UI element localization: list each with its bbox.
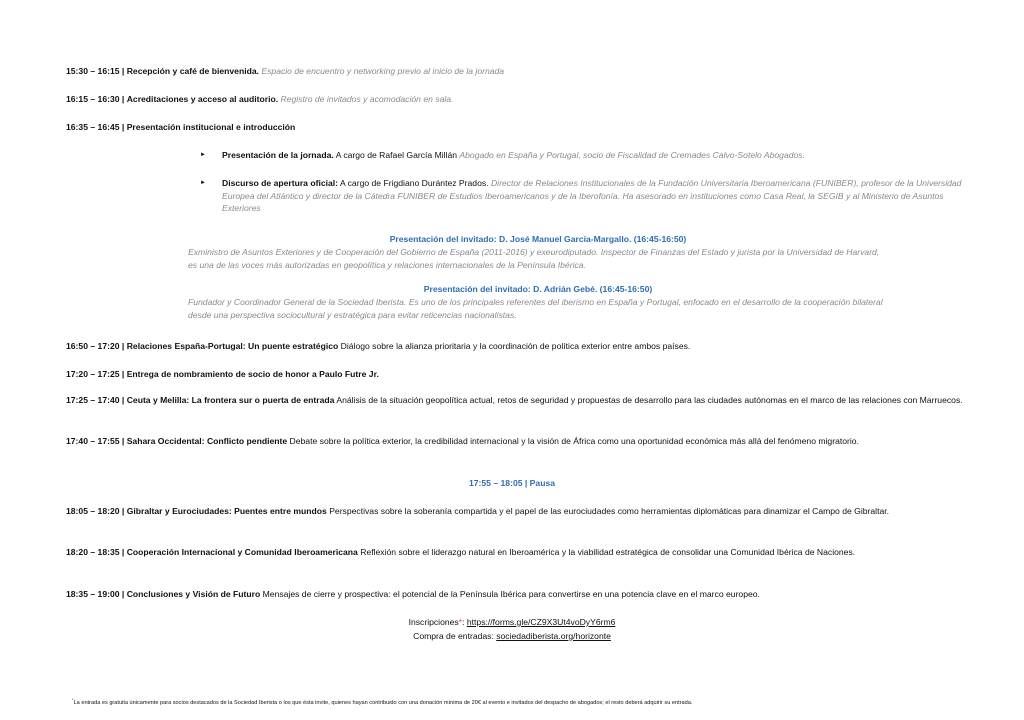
agenda-item: [66, 435, 966, 448]
agenda-item: [66, 588, 966, 601]
agenda-description: Perspectivas sobre la soberanía compartida y el papel de las eurociudades como herramientas diplomáticas para dinamizar el Campo de Gibraltar.: [329, 506, 890, 516]
agenda-time: 16:15 – 16:30 |: [66, 94, 125, 104]
bullet-icon: ►: [200, 180, 206, 186]
agenda-time: 18:20 – 18:35 |: [66, 547, 125, 557]
agenda-item: [66, 368, 966, 381]
list-item: [200, 149, 970, 163]
footnote-text: La entrada es gratuita únicamente para socios destacados de la Sociedad Iberista o los que ésta invite, quienes hayan contribuido con una donación mínima de 20€ al evento e invitados del despacho de abogados; el resto deberá adquirir su entrada.: [73, 699, 693, 706]
bullet-lead: A cargo de Rafael García Millán: [335, 150, 458, 160]
agenda-time: 17:20 – 17:25 |: [66, 369, 125, 379]
agenda-description: Mensajes de cierre y prospectiva: el potencial de la Península Ibérica para convertirse en una potencia clave en el marco europeo.: [262, 589, 760, 599]
bullet-icon: ►: [200, 152, 206, 158]
tickets-link[interactable]: sociedadiberista.org/horizonte: [496, 631, 611, 641]
registration-label: Inscripciones: [408, 617, 459, 627]
agenda-title: Recepción y café de bienvenida.: [126, 66, 259, 76]
guest-title: Presentación del invitado: D. José Manuel García-Margallo. (16:45-16:50): [389, 234, 687, 244]
bullet-description: Abogado en España y Portugal, socio de Fiscalidad de Cremades Calvo-Sotelo Abogados.: [459, 150, 805, 160]
footnote-mark: *: [72, 697, 74, 702]
agenda-time: 16:50 – 17:20 |: [66, 341, 125, 351]
guest-description: Fundador y Coordinador General de la Sociedad Iberista. Es uno de los principales referentes del iberismo en España y Portugal, enfocado en el desarrollo de la cooperación bilateral desde una perspectiva sociocultural y estratégica para evitar reticencias nacionalistas.: [188, 297, 883, 320]
agenda-description: Reflexión sobre el liderazgo natural en Iberoamérica y la viabilidad estratégica de consolidar una Comunidad Ibérica de Naciones.: [360, 547, 856, 557]
agenda-title: Ceuta y Melilla: La frontera sur o puerta de entrada: [126, 395, 335, 405]
agenda-description: Espacio de encuentro y networking previo al inicio de la jornada: [261, 66, 505, 76]
guest-description: Exministro de Asuntos Exteriores y de Cooperación del Gobierno de España (2011-2016) y exeurodiputado. Inspector de Finanzas del Estado y jurista por la Universidad de Harvard, es una de las voces más autorizadas en geopolítica y relaciones internacionales de la Península Ibérica.: [188, 247, 880, 270]
tickets-line: [0, 630, 1024, 642]
agenda-item: [66, 340, 966, 353]
agenda-item: [66, 93, 966, 106]
agenda-item: [66, 394, 966, 407]
agenda-description: Diálogo sobre la alianza prioritaria y la coordinación de política exterior entre ambos países.: [340, 341, 691, 351]
agenda-title: Cooperación Internacional y Comunidad Iberoamericana: [126, 547, 358, 557]
pause-label: 17:55 – 18:05 | Pausa: [468, 478, 555, 488]
agenda-description: Debate sobre la política exterior, la credibilidad internacional y la visión de África como una oportunidad económica más allá del fenómeno migratorio.: [289, 436, 859, 446]
agenda-time: 16:35 – 16:45 |: [66, 122, 125, 132]
agenda-item: [66, 546, 966, 559]
registration-asterisk: *: [458, 617, 463, 627]
tickets-label: Compra de entradas:: [413, 631, 497, 641]
registration-line: [0, 616, 1024, 628]
bullet-lead: A cargo de Frigdiano Durántez Prados.: [339, 178, 489, 188]
agenda-time: 15:30 – 16:15 |: [66, 66, 125, 76]
bullet-title: Discurso de apertura oficial:: [222, 178, 339, 188]
agenda-item: [66, 121, 966, 134]
agenda-time: 17:25 – 17:40 |: [66, 395, 125, 405]
agenda-item: [66, 65, 966, 78]
agenda-title: Sahara Occidental: Conflicto pendiente: [126, 436, 288, 446]
bullet-description: Director de Relaciones Institucionales de la Fundación Universitaria Iberoamericana (FUNIBER), profesor de la Universidad Europea del Atlántico y director de la Cátedra FUNIBER de Estudios Iberoamericanos y de la Iberofonía. Ha asesorado en instituciones como Casa Real, la SEGIB y al Ministerio de Asuntos Exteriores: [222, 178, 962, 213]
footnote: [72, 697, 972, 706]
agenda-time: 18:35 – 19:00 |: [66, 589, 125, 599]
registration-link[interactable]: https://forms.gle/CZ9X3Ut4voDyY6rm6: [466, 617, 616, 627]
agenda-title: Acreditaciones y acceso al auditorio.: [126, 94, 279, 104]
agenda-title: Presentación institucional e introducción: [126, 122, 296, 132]
agenda-time: 18:05 – 18:20 |: [66, 506, 125, 516]
agenda-description: Análisis de la situación geopolítica actual, retos de seguridad y propuestas de desarrollo para las ciudades autónomas en el marco de las relaciones con Marruecos.: [336, 395, 963, 405]
list-item: [200, 177, 970, 217]
bullet-title: Presentación de la jornada.: [222, 150, 334, 160]
agenda-title: Conclusiones y Visión de Futuro: [126, 589, 261, 599]
agenda-title: Entrega de nombramiento de socio de honor a Paulo Futre Jr.: [126, 369, 379, 379]
agenda-title: Gibraltar y Eurociudades: Puentes entre mundos: [126, 506, 327, 516]
agenda-title: Relaciones España-Portugal: Un puente estratégico: [126, 341, 339, 351]
guest-title: Presentación del invitado: D. Adrián Gebé. (16:45-16:50): [423, 284, 653, 294]
agenda-item: [66, 505, 966, 518]
registration-colon: :: [462, 617, 467, 627]
agenda-description: Registro de invitados y acomodación en sala.: [280, 94, 454, 104]
agenda-time: 17:40 – 17:55 |: [66, 436, 125, 446]
